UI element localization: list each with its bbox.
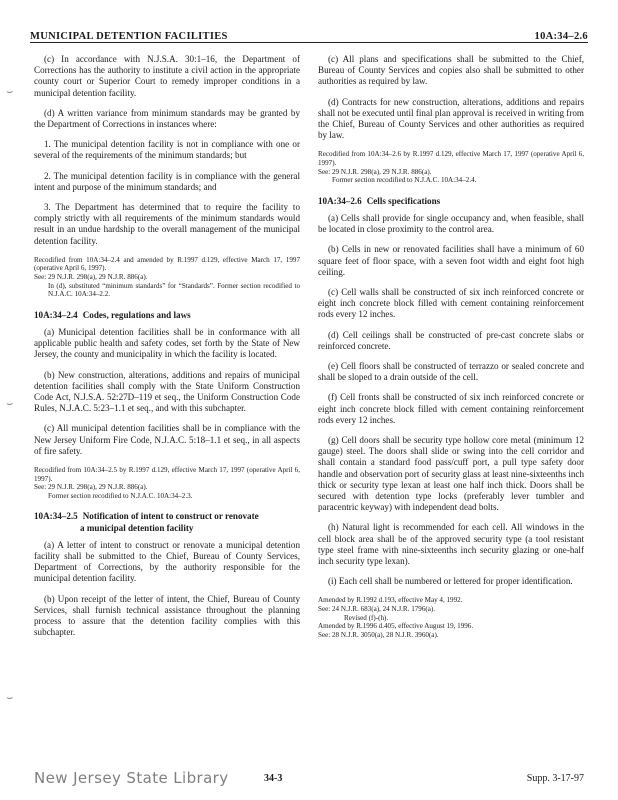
- history-line: See: 24 N.J.R. 683(a), 24 N.J.R. 1796(a).: [318, 605, 436, 614]
- margin-mark: ⌣: [6, 692, 14, 704]
- paragraph: (a) Cells shall provide for single occupancy and, when feasible, shall be located in close proximity to the control area.: [318, 213, 584, 235]
- supplement-date: Supp. 3-17-97: [526, 772, 584, 784]
- history-line: Amended by R.1992 d.193, effective May 4, 1992.: [318, 596, 463, 605]
- library-stamp: New Jersey State Library: [34, 769, 229, 787]
- paragraph: (d) Contracts for new construction, alterations, additions and repairs shall not be executed until final plan approval is received in writing from the Chief, Bureau of County Services and other authorities as required by law.: [318, 96, 584, 141]
- list-item: 2. The municipal detention facility is in compliance with the general intent and purpose of the minimum standards; and: [34, 170, 300, 192]
- right-column: [318, 54, 584, 650]
- history-line: Recodified from 10A:34–2.5 by R.1997 d.129, effective March 17, 1997 (operative April 6, 1997).: [34, 466, 300, 483]
- paragraph: (i) Each cell shall be numbered or lettered for proper identification.: [328, 576, 573, 587]
- header-section-number: 10A:34–2.6: [534, 31, 588, 42]
- history-note: [318, 596, 584, 639]
- left-column: [34, 54, 300, 647]
- paragraph-c: (c) In accordance with N.J.S.A. 30:1–16, the Department of Corrections has the authority to institute a civil action in the appropriate county court or Superior Court to remedy improper conditions in a municipal detention facility.: [34, 54, 300, 98]
- margin-mark: ⌣: [6, 86, 14, 98]
- paragraph: (g) Cell doors shall be security type hollow core metal (minimum 12 gauge) steel. The doors shall slide or swing into the cell corridor and shall contain a standard food pass/cuff port, a pull type safety door handle and observation port of security glass at least nine-sixteenths inch thick or security type lexan at least one half inch thick. Doors shall be secured with detention type locks (preferably lever tumbler and paracentric keyway) with independent dead bolts.: [318, 435, 584, 513]
- history-line: Recodified from 10A:34–2.4 and amended by R.1997 d.129, effective March 17, 1997 (operative April 6, 1997).: [34, 255, 300, 273]
- paragraph-d: (d) A written variance from minimum standards may be granted by the Department of Corrections in instances where:: [34, 107, 300, 130]
- history-line: Recodified from 10A:34–2.6 by R.1997 d.129, effective March 17, 1997 (operative April 6, 1997).: [318, 150, 584, 168]
- paragraph: (e) Cell floors shall be constructed of terrazzo or sealed concrete and shall be sloped to a drain outside of the cell.: [318, 361, 584, 383]
- history-line: Revised (f)-(h).: [344, 613, 389, 622]
- history-line: See: 29 N.J.R. 298(a), 29 N.J.R. 886(a).: [34, 483, 148, 492]
- paragraph: (c) All municipal detention facilities shall be in compliance with the New Jersey Uniform Fire Code, N.J.A.C. 5:18–1.1 et seq., in all aspects of fire safety.: [34, 423, 300, 456]
- paragraph: (a) A letter of intent to construct or renovate a municipal detention facility shall be submitted to the Chief, Bureau of County Services, Department of Corrections, by the authority responsible for the municipal detention facility.: [34, 539, 300, 584]
- margin-mark: ⌣: [6, 398, 14, 410]
- running-header: [30, 24, 588, 43]
- section-heading: 10A:34–2.5 Notification of intent to construct or renovate a municipal detention facility: [34, 511, 259, 533]
- header-title: MUNICIPAL DETENTION FACILITIES: [30, 31, 228, 42]
- history-note: [318, 150, 584, 184]
- history-line: Amended by R.1996 d.405, effective August 19, 1996.: [318, 622, 474, 631]
- paragraph: (b) Cells in new or renovated facilities shall have a minimum of 60 square feet of floor space, with a seven foot width and eight foot high ceiling.: [318, 244, 584, 277]
- list-item: 1. The municipal detention facility is not in compliance with one or several of the requirements of the minimum standards; but: [34, 139, 300, 161]
- history-line: Former section recodified to N.J.A.C. 10A:34–2.4.: [332, 176, 477, 185]
- page-footer: [34, 770, 584, 786]
- paragraph: (b) Upon receipt of the letter of intent, the Chief, Bureau of County Services, shall furnish technical assistance throughout the planning process to assure that the detention facility complies with this subchapter.: [34, 593, 300, 638]
- page-number: 34-3: [264, 772, 283, 784]
- history-line: See: 29 N.J.R. 298(a), 29 N.J.R. 886(a).: [318, 167, 432, 176]
- section-heading: 10A:34–2.4 Codes, regulations and laws: [34, 309, 191, 320]
- paragraph: (d) Cell ceilings shall be constructed of pre-cast concrete slabs or reinforced concrete.: [318, 329, 584, 351]
- paragraph: (f) Cell fronts shall be constructed of six inch reinforced concrete or eight inch concrete block filled with cement containing reinforcement rods every 12 inches.: [318, 392, 584, 425]
- history-line: In (d), substituted “minimum standards” for “Standards”. Former section recodified to N.J.A.C. 10A:34–2.2.: [48, 281, 300, 299]
- list-item: 3. The Department has determined that to require the facility to comply strictly with all requirements of the minimum standards would result in an undue hardship to the overall management of the municipal detention facility.: [34, 202, 300, 246]
- history-note: [34, 466, 300, 500]
- paragraph: (c) Cell walls shall be constructed of six inch reinforced concrete or eight inch concrete block filled with cement containing reinforcement rods every 12 inches.: [318, 287, 584, 320]
- history-line: Former section recodified to N.J.A.C. 10A:34–2.3.: [48, 491, 193, 500]
- history-line: See: 28 N.J.R. 3050(a), 28 N.J.R. 3960(a).: [318, 630, 439, 639]
- paragraph: (c) All plans and specifications shall be submitted to the Chief, Bureau of County Services and copies also shall be submitted to other authorities as required by law.: [318, 54, 584, 87]
- history-line: See: 29 N.J.R. 298(a), 29 N.J.R. 886(a).: [34, 273, 148, 282]
- paragraph: (a) Municipal detention facilities shall be in conformance with all applicable public health and safety codes, set forth by the State of New Jersey, the county and municipality in which the facility is located.: [34, 327, 300, 360]
- paragraph: (b) New construction, alterations, additions and repairs of municipal detention facilities shall comply with the State Uniform Construction Code Act, N.J.S.A. 52:27D–119 et seq., the Uniform Construction Code Rules, N.J.A.C. 5:23–1.1 et seq., and with this subchapter.: [34, 369, 300, 414]
- section-heading: 10A:34–2.6 Cells specifications: [318, 195, 441, 206]
- paragraph: (h) Natural light is recommended for each cell. All windows in the cell block area shall be of the approved security type (a tool resistant type steel frame with nine-sixteenths inch security glazing or one-half inch security type lexan).: [318, 522, 584, 567]
- history-note: [34, 256, 300, 299]
